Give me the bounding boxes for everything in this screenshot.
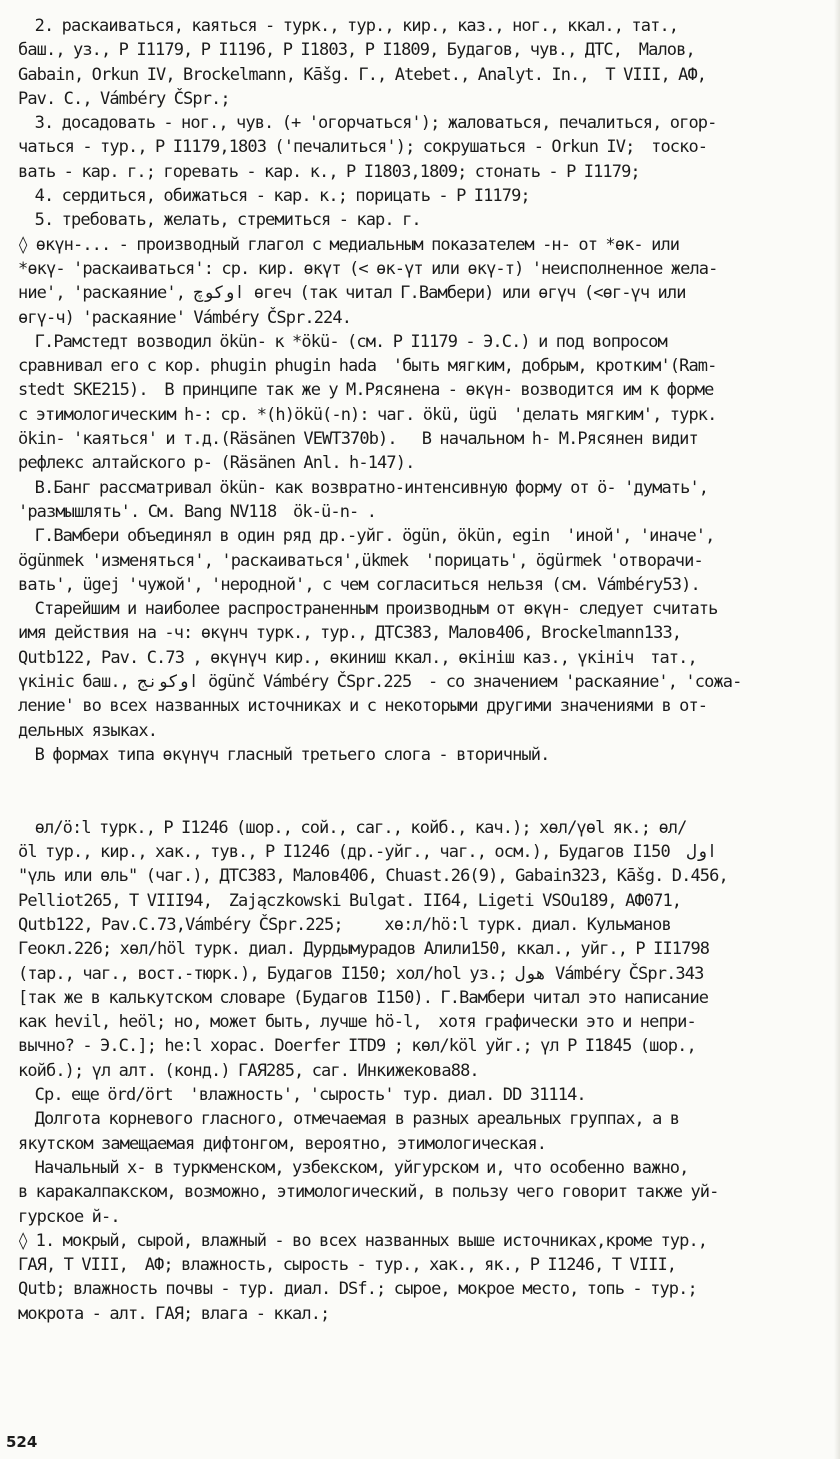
text-line: ögünmek 'изменяться', 'раскаиваться',ükmek 'порицать', ögürmek 'отворачи- <box>18 550 703 571</box>
text-line: В формах типа өкүнүч гласный третьего слога - вторичный. <box>18 744 550 765</box>
text-line: койб.); үл алт. (конд.) ГАЯ285, саг. Инкижекова88. <box>18 1060 479 1081</box>
text-line: ökin- 'каяться' и т.д.(Räsänen VEWT370b). В начальном h- М.Рясянен видит <box>18 429 698 450</box>
page-edge-shadow <box>834 0 840 1459</box>
text-line: ление' во всех названных источниках и с некоторыми другими значениями в от- <box>18 696 708 717</box>
text-line: якутском замещаемая дифтонгом, вероятно, этимологическая. <box>18 1133 547 1154</box>
text-line: дельных языках. <box>18 720 158 741</box>
text-line: вать - кар. г.; горевать - кар. к., Р I1803,1809; стонать - Р I1179; <box>18 161 640 182</box>
text-line: ГАЯ, Т VIII, АФ; влажность, сырость - тур., хак., як., Р I1246, Т VIII, <box>18 1255 677 1276</box>
text-line: В.Банг рассматривал ökün- как возвратно-интенсивную форму от ö- 'думать', <box>18 477 709 498</box>
text-line: ние', 'раскаяние', اوكوچ өгеч (так читал Г.Вамбери) или өгүч (<өг-үч или <box>18 283 686 304</box>
page-number: 524 <box>6 1433 38 1451</box>
text-line: гурское й-. <box>18 1206 120 1227</box>
text-line: (тар., чаг., вост.-тюрк.), Будагов I150; хол/hol уз.; هول Vámbéry ČSpr.343 <box>18 963 704 984</box>
text-line: имя действия на -ч: өкүнч турк., тур., ДТС383, Малов406, Brockelmann133, <box>18 623 682 644</box>
text-line: вать', ügej 'чужой', 'неродной', с чем согласиться нельзя (см. Vámbéry53). <box>18 574 700 595</box>
text-line: ◊ өкүн-... - производный глагол с медиальным показателем -н- от *өк- или <box>18 234 680 255</box>
text-line: Pelliot265, Т VIII94, Zajączkowski Bulgat. II64, Ligeti VSOu189, АФ071, <box>18 890 682 911</box>
text-column <box>18 14 824 1326</box>
text-line: ◊ 1. мокрый, сырой, влажный - во всех названных выше источниках,кроме тур., <box>18 1230 708 1251</box>
text-line: Г.Вамбери объединял в один ряд др.-уйг. ögün, ökün, egin 'иной', 'иначе', <box>18 526 715 547</box>
text-line: мокрота - алт. ГАЯ; влага - ккал.; <box>18 1303 330 1324</box>
text-line: Qutb; влажность почвы - тур. диал. DSf.; сырое, мокрое место, топь - тур.; <box>18 1279 697 1300</box>
text-line: үкінiс баш., اوكونج ögünč Vámbéry ČSpr.225 - со значением 'раскаяние', 'сожа- <box>18 672 742 693</box>
text-line: Г.Рамстедт возводил ökün- к *ökü- (см. Р I1179 - Э.С.) и под вопросом <box>18 331 667 352</box>
entry-separator <box>18 767 824 791</box>
text-line: чаться - тур., Р I1179,1803 ('печалиться'); сокрушаться - Orkun IV; тоско- <box>18 137 708 158</box>
text-line: öl тур., кир., хак., тув., Р I1246 (др.-уйг., чаг., осм.), Будагов I150 اول <box>18 842 718 863</box>
entry-okun-continuation <box>18 14 824 767</box>
text-line: вычно? - Э.С.]; he:l хорас. Doerfer ITD9 ; көл/köl уйг.; үл Р I1845 (шор., <box>18 1036 696 1057</box>
entry-separator <box>18 792 824 816</box>
text-line: баш., уз., Р I1179, Р I1196, Р I1803, Р I1809, Будагов, чув., ДТС, Малов, <box>18 40 695 61</box>
text-line: Начальный х- в туркменском, узбекском, уйгурском и, что особенно важно, <box>18 1157 689 1178</box>
text-line: Gabain, Orkun IV, Brockelmann, Kāšg. Г., Atebet., Analyt. In., Т VIII, АФ, <box>18 64 707 85</box>
text-line: рефлекс алтайского p- (Räsänen Anl. h-147). <box>18 453 415 474</box>
text-line: Старейшим и наиболее распространенным производным от өкүн- следует считать <box>18 599 718 620</box>
text-line: 2. раскаиваться, каяться - турк., тур., кир., каз., ног., ккал., тат., <box>18 16 679 36</box>
text-line: Геокл.226; хөл/höl турк. диал. Дурдымурадов Алили150, ккал., уйг., Р II1798 <box>18 939 710 960</box>
text-line: 4. сердиться, обижаться - кар. к.; порицать - Р I1179; <box>18 186 530 207</box>
text-line: stedt SKE215). В принципе так же у М.Рясянена - өкүн- возводится им к форме <box>18 380 714 401</box>
text-line: *өкү- 'раскаиваться': ср. кир. өкүт (< өк-үт или өкү-т) 'неисполненное жела- <box>18 258 718 279</box>
text-line: Qutb122, Pav. C.73 , өкүнүч кир., өкиниш ккал., өкінiш каз., үкінiч тат., <box>18 647 697 668</box>
text-line: Долгота корневого гласного, отмечаемая в разных ареальных группах, а в <box>18 1109 680 1130</box>
text-line: [так же в калькутском словаре (Будагов I150). Г.Вамбери читал это написание <box>18 987 709 1008</box>
text-line: өл/ö:l турк., Р I1246 (шор., сой., саг., койб., кач.); хөл/үөl як.; өл/ <box>18 817 687 838</box>
text-line: сравнивал его с кор. phugin phugin hada 'быть мягким, добрым, кротким'(Ram- <box>18 356 717 377</box>
text-line: өгү-ч) 'раскаяние' Vámbéry ČSpr.224. <box>18 307 352 328</box>
text-line: с этимологическим h-: ср. *(h)ökü(-n): чаг. ökü, ügü 'делать мягким', турк. <box>18 404 717 425</box>
text-line: 'размышлять'. См. Bang NV118 ök-ü-n- . <box>18 501 377 522</box>
text-line: Qutb122, Pav.C.73,Vámbéry ČSpr.225; хө:л/hö:l турк. диал. Кульманов <box>18 914 671 935</box>
entry-ol <box>18 816 824 1326</box>
text-line: Pav. C., Vámbéry ČSpr.; <box>18 88 230 109</box>
text-line: 5. требовать, желать, стремиться - кар. г. <box>18 210 421 231</box>
text-line: Ср. еще örd/ört 'влажность', 'сырость' тур. диал. DD 31114. <box>18 1085 586 1106</box>
text-line: как hevil, heöl; но, может быть, лучше hö-l, хотя графически это и непри- <box>18 1012 696 1033</box>
text-line: 3. досадовать - ног., чув. (+ 'огорчаться'); жаловаться, печалиться, огор- <box>18 113 717 134</box>
text-line: в каракалпакском, возможно, этимологический, в пользу чего говорит также уй- <box>18 1182 719 1203</box>
text-line: "үль или өль" (чаг.), ДТС383, Малов406, Chuast.26(9), Gabain323, Kāšg. D.456, <box>18 866 728 887</box>
